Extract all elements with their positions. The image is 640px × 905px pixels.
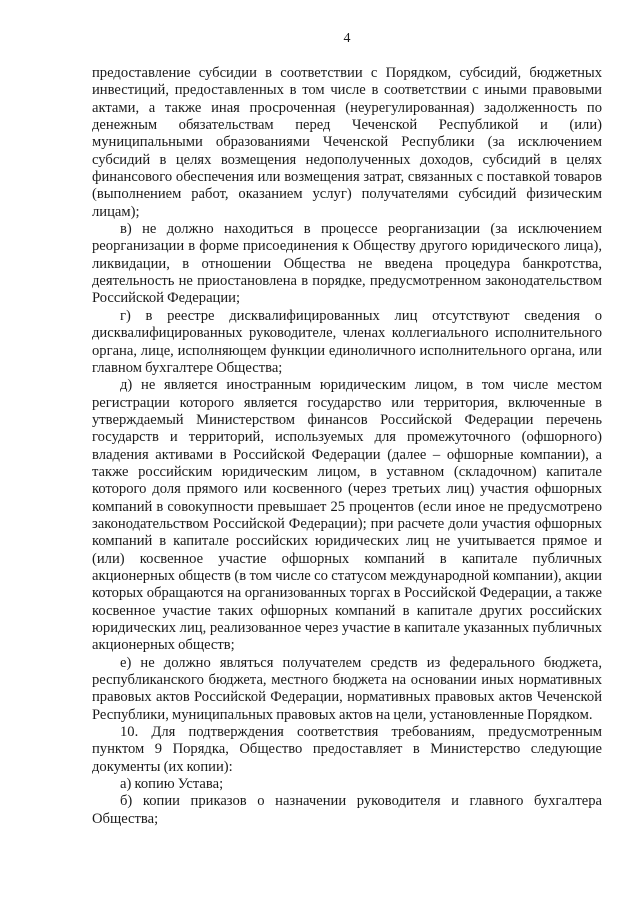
paragraph-item-v: в) не должно находиться в процессе реорганизации (за исключением реорганизации в форме присоединения к Обществу другого юридического лица), ликвидации, в отношении Общества не введена процедура банкротства, деятельность не приостановлена в порядке, предусмотренном законодательством Российской Федерации;: [92, 221, 602, 307]
paragraph-clause-10-a: а) копию Устава;: [120, 776, 224, 793]
document-body: [92, 65, 602, 828]
paragraph-clause-10-b: б) копии приказов о назначении руководителя и главного бухгалтера Общества;: [92, 793, 602, 827]
paragraph-clause-10: 10. Для подтверждения соответствия требованиям, предусмотренным пунктом 9 Порядка, Общество предоставляет в Министерство следующие документы (их копии):: [92, 724, 602, 775]
paragraph-item-d: д) не является иностранным юридическим лицом, в том числе местом регистрации которого является государство или территория, включенные в утверждаемый Министерством финансов Российской Федерации перечень государств и территорий, используемых для промежуточного (офшорного) владения активами в Российской Федерации (далее – офшорные компании), а также российским юридическим лицом, в уставном (складочном) капитале которого доля прямого или косвенного (через третьих лиц) участия офшорных компаний в совокупности превышает 25 процентов (если иное не предусмотрено законодательством Российской Федерации); при расчете доли участия офшорных компаний в капитале российских юридических лиц не учитывается прямое и (или) косвенное участие офшорных компаний в капитале публичных акционерных обществ (в том числе со статусом международной компании), акции которых обращаются на организованных торгах в Российской Федерации, а также косвенное участие таких офшорных компаний в капитале других российских юридических лиц, реализованное через участие в капитале указанных публичных акционерных обществ;: [92, 377, 602, 654]
document-page: [92, 30, 602, 828]
paragraph-item-e: е) не должно являться получателем средств из федерального бюджета, республиканского бюджета, местного бюджета на основании иных нормативных правовых актов Российской Федерации, нормативных правовых актов Чеченской Республики, муниципальных правовых актов на цели, установленные Порядком.: [92, 654, 602, 723]
paragraph-item-g: г) в реестре дисквалифицированных лиц отсутствуют сведения о дисквалифицированных руководителе, членах коллегиального исполнительного органа, лице, исполняющем функции единоличного исполнительного органа, или главном бухгалтере Общества;: [92, 307, 602, 376]
page-number: 4: [343, 31, 351, 46]
paragraph-continuation: предоставление субсидии в соответствии с Порядком, субсидий, бюджетных инвестиций, предоставленных в том числе в соответствии с иными правовыми актами, а также иная просроченная (неурегулированная) задолженность по денежным обязательствам перед Чеченской Республикой и (или) муниципальными образованиями Чеченской Республики (за исключением субсидий в целях возмещения недополученных доходов, субсидий в целях финансового обеспечения или возмещения затрат, связанных с поставкой товаров (выполнением работ, оказанием услуг) получателями субсидий физическим лицам);: [92, 65, 602, 220]
